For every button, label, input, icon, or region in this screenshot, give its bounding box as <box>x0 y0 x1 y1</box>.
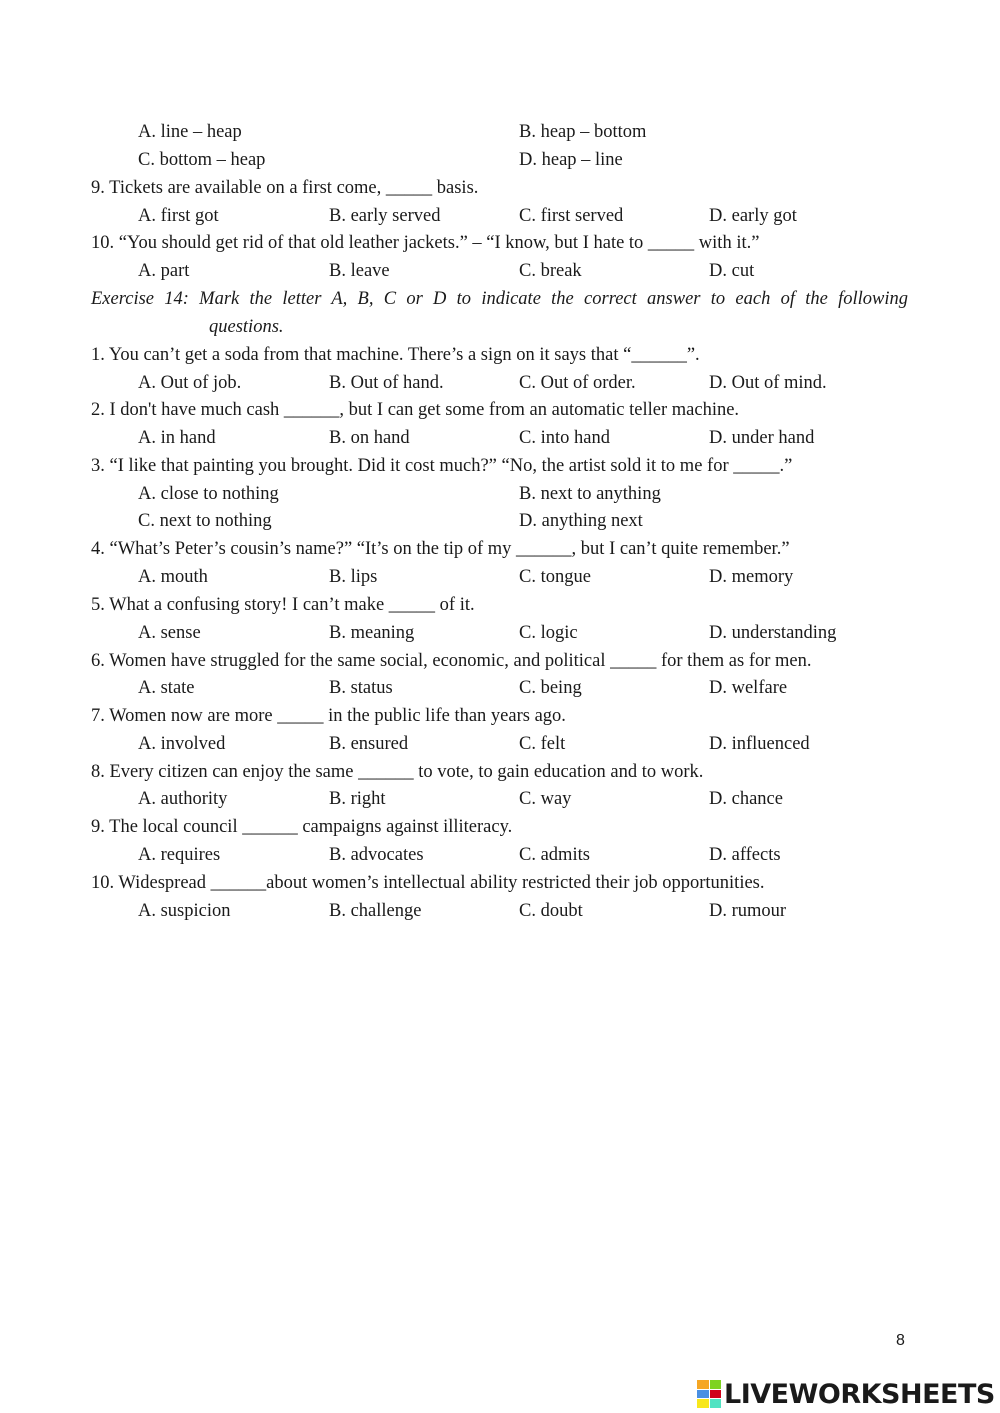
question-stem: 9. The local council ______ campaigns against illiteracy. <box>91 817 513 837</box>
logo-text: LIVEWORKSHEETS <box>724 1378 995 1410</box>
answer-option[interactable]: D. chance <box>709 789 783 809</box>
answer-option[interactable]: D. early got <box>709 206 797 226</box>
answer-option[interactable]: A. first got <box>138 206 219 226</box>
answer-option[interactable]: D. affects <box>709 845 781 865</box>
answer-option[interactable]: A. mouth <box>138 567 208 587</box>
answer-option[interactable]: D. anything next <box>519 511 643 531</box>
answer-option[interactable]: D. heap – line <box>519 150 623 170</box>
answer-option[interactable]: C. admits <box>519 845 590 865</box>
answer-option[interactable]: A. part <box>138 261 190 281</box>
answer-option[interactable]: A. suspicion <box>138 901 231 921</box>
question-stem: 8. Every citizen can enjoy the same ______ to vote, to gain education and to work. <box>91 762 704 782</box>
question-stem: 2. I don't have much cash ______, but I can get some from an automatic teller machine. <box>91 400 740 420</box>
answer-option[interactable]: C. bottom – heap <box>138 150 266 170</box>
answer-option[interactable]: B. challenge <box>329 901 422 921</box>
answer-option[interactable]: D. influenced <box>709 734 810 754</box>
answer-option[interactable]: B. on hand <box>329 428 410 448</box>
answer-option[interactable]: D. cut <box>709 261 755 281</box>
answer-option[interactable]: C. Out of order. <box>519 373 636 393</box>
answer-option[interactable]: D. understanding <box>709 623 837 643</box>
answer-option[interactable]: B. right <box>329 789 386 809</box>
answer-option[interactable]: B. heap – bottom <box>519 122 647 142</box>
answer-option[interactable]: C. break <box>519 261 582 281</box>
answer-option[interactable]: B. next to anything <box>519 484 661 504</box>
answer-option[interactable]: C. tongue <box>519 567 591 587</box>
liveworksheets-logo[interactable] <box>697 1379 995 1409</box>
answer-option[interactable]: B. lips <box>329 567 378 587</box>
answer-option[interactable]: B. status <box>329 678 393 698</box>
question-stem: 4. “What’s Peter’s cousin’s name?” “It’s on the tip of my ______, but I can’t quite remember.” <box>91 539 790 559</box>
question-stem: 3. “I like that painting you brought. Did it cost much?” “No, the artist sold it to me for _____.” <box>91 456 793 476</box>
answer-option[interactable]: A. Out of job. <box>138 373 242 393</box>
answer-option[interactable]: A. involved <box>138 734 226 754</box>
answer-option[interactable]: C. way <box>519 789 572 809</box>
answer-option[interactable]: B. Out of hand. <box>329 373 444 393</box>
answer-option[interactable]: B. early served <box>329 206 441 226</box>
answer-option[interactable]: D. Out of mind. <box>709 373 827 393</box>
liveworksheets-logo-icon <box>697 1380 721 1408</box>
answer-option[interactable]: A. close to nothing <box>138 484 279 504</box>
question-stem: 10. Widespread ______about women’s intellectual ability restricted their job opportunities. <box>91 873 765 893</box>
question-stem: 7. Women now are more _____ in the public life than years ago. <box>91 706 566 726</box>
answer-option[interactable]: C. doubt <box>519 901 583 921</box>
answer-option[interactable]: B. meaning <box>329 623 415 643</box>
answer-option[interactable]: C. first served <box>519 206 624 226</box>
answer-option[interactable]: A. line – heap <box>138 122 242 142</box>
exercise-heading: Exercise 14: Mark the letter A, B, C or D to indicate the correct answer to each of the following <box>91 289 908 309</box>
question-stem: 10. “You should get rid of that old leather jackets.” – “I know, but I hate to _____ with it.” <box>91 233 760 253</box>
answer-option[interactable]: D. under hand <box>709 428 815 448</box>
answer-option[interactable]: A. sense <box>138 623 201 643</box>
question-stem: 1. You can’t get a soda from that machine. There’s a sign on it says that “______”. <box>91 345 700 365</box>
answer-option[interactable]: C. felt <box>519 734 566 754</box>
answer-option[interactable]: B. ensured <box>329 734 409 754</box>
exercise-heading: questions. <box>209 317 284 337</box>
answer-option[interactable]: A. state <box>138 678 195 698</box>
answer-option[interactable]: B. leave <box>329 261 390 281</box>
question-stem: 5. What a confusing story! I can’t make _____ of it. <box>91 595 475 615</box>
question-stem: 9. Tickets are available on a first come, _____ basis. <box>91 178 479 198</box>
answer-option[interactable]: C. into hand <box>519 428 610 448</box>
answer-option[interactable]: A. in hand <box>138 428 216 448</box>
answer-option[interactable]: D. rumour <box>709 901 787 921</box>
page-number: 8 <box>896 1332 905 1349</box>
answer-option[interactable]: A. authority <box>138 789 228 809</box>
question-stem: 6. Women have struggled for the same social, economic, and political _____ for them as for men. <box>91 651 812 671</box>
answer-option[interactable]: C. next to nothing <box>138 511 272 531</box>
answer-option[interactable]: C. logic <box>519 623 578 643</box>
answer-option[interactable]: D. memory <box>709 567 794 587</box>
answer-option[interactable]: D. welfare <box>709 678 788 698</box>
answer-option[interactable]: A. requires <box>138 845 221 865</box>
answer-option[interactable]: B. advocates <box>329 845 424 865</box>
answer-option[interactable]: C. being <box>519 678 582 698</box>
